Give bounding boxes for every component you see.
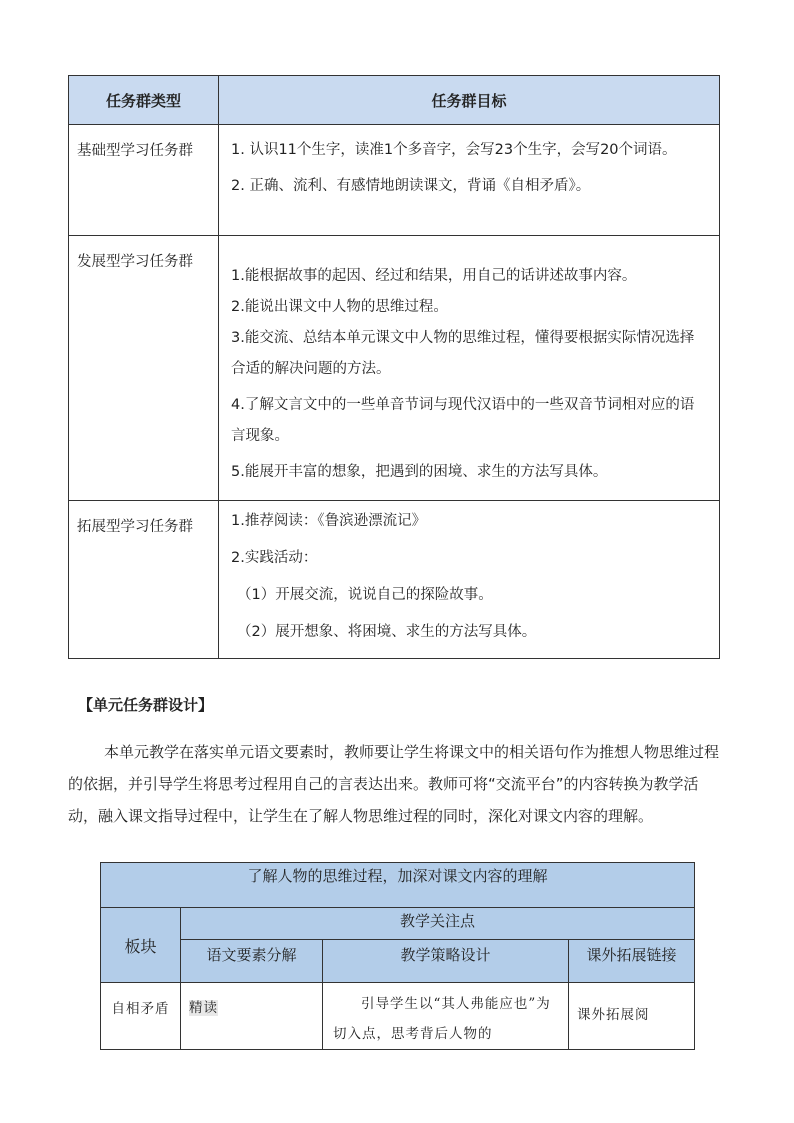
goal-item: 2. 正确、流利、有感情地朗读课文，背诵《自相矛盾》。 [231, 178, 591, 194]
row-extension: 课外拓展阅 [569, 983, 695, 1050]
goals-extension [219, 501, 720, 659]
row-strategy: 引导学生以“其人弗能应也”为切入点，思考背后人物的 [323, 983, 569, 1050]
row-block: 自相矛盾 [101, 983, 181, 1050]
goal-item: （1）开展交流，说说自己的探险故事。 [237, 587, 493, 603]
row-element-cell [181, 983, 323, 1050]
row-element: 精读 [189, 1000, 218, 1016]
table2-title: 了解人物的思维过程，加深对课文内容的理解 [101, 863, 695, 908]
unit-design-table [100, 862, 695, 1050]
subheader-strategy: 教学策略设计 [323, 940, 569, 983]
goals-development [219, 236, 720, 501]
block-label: 板块 [101, 908, 181, 983]
goal-item: 3.能交流、总结本单元课文中人物的思维过程，懂得要根据实际情况选择合适的解决问题的方法。 [231, 330, 695, 377]
header-task-goal: 任务群目标 [219, 76, 720, 125]
task-type-basic: 基础型学习任务群 [69, 125, 219, 236]
header-task-type: 任务群类型 [69, 76, 219, 125]
goal-item: 1.能根据故事的起因、经过和结果，用自己的话讲述故事内容。 [231, 268, 637, 284]
goal-item: 5.能展开丰富的想象，把遇到的困境、求生的方法写具体。 [231, 464, 608, 480]
task-group-table [68, 75, 720, 659]
subheader-extension: 课外拓展链接 [569, 940, 695, 983]
goal-item: 1. 认识11个生字，读准1个多音字，会写23个生字，会写20个词语。 [231, 142, 677, 158]
goal-item: 2.实践活动： [231, 550, 318, 566]
goals-basic [219, 125, 720, 236]
focus-label: 教学关注点 [181, 908, 695, 940]
goal-item: （2）展开想象、将困境、求生的方法写具体。 [237, 624, 537, 640]
subheader-element: 语文要素分解 [181, 940, 323, 983]
section-title: 【单元任务群设计】 [78, 696, 214, 714]
task-type-extension: 拓展型学习任务群 [69, 501, 219, 659]
goal-item: 1.推荐阅读：《鲁滨逊漂流记》 [231, 513, 427, 529]
intro-paragraph: 本单元教学在落实单元语文要素时，教师要让学生将课文中的相关语句作为推想人物思维过程的依据，并引导学生将思考过程用自己的言表达出来。教师可将“交流平台”的内容转换为教学活动，融入课文指导过程中，让学生在了解人物思维过程的同时，深化对课文内容的理解。 [68, 743, 720, 825]
goal-item: 2.能说出课文中人物的思维过程。 [231, 299, 448, 315]
task-type-development: 发展型学习任务群 [69, 236, 219, 501]
goal-item: 4.了解文言文中的一些单音节词与现代汉语中的一些双音节词相对应的语言现象。 [231, 397, 695, 444]
